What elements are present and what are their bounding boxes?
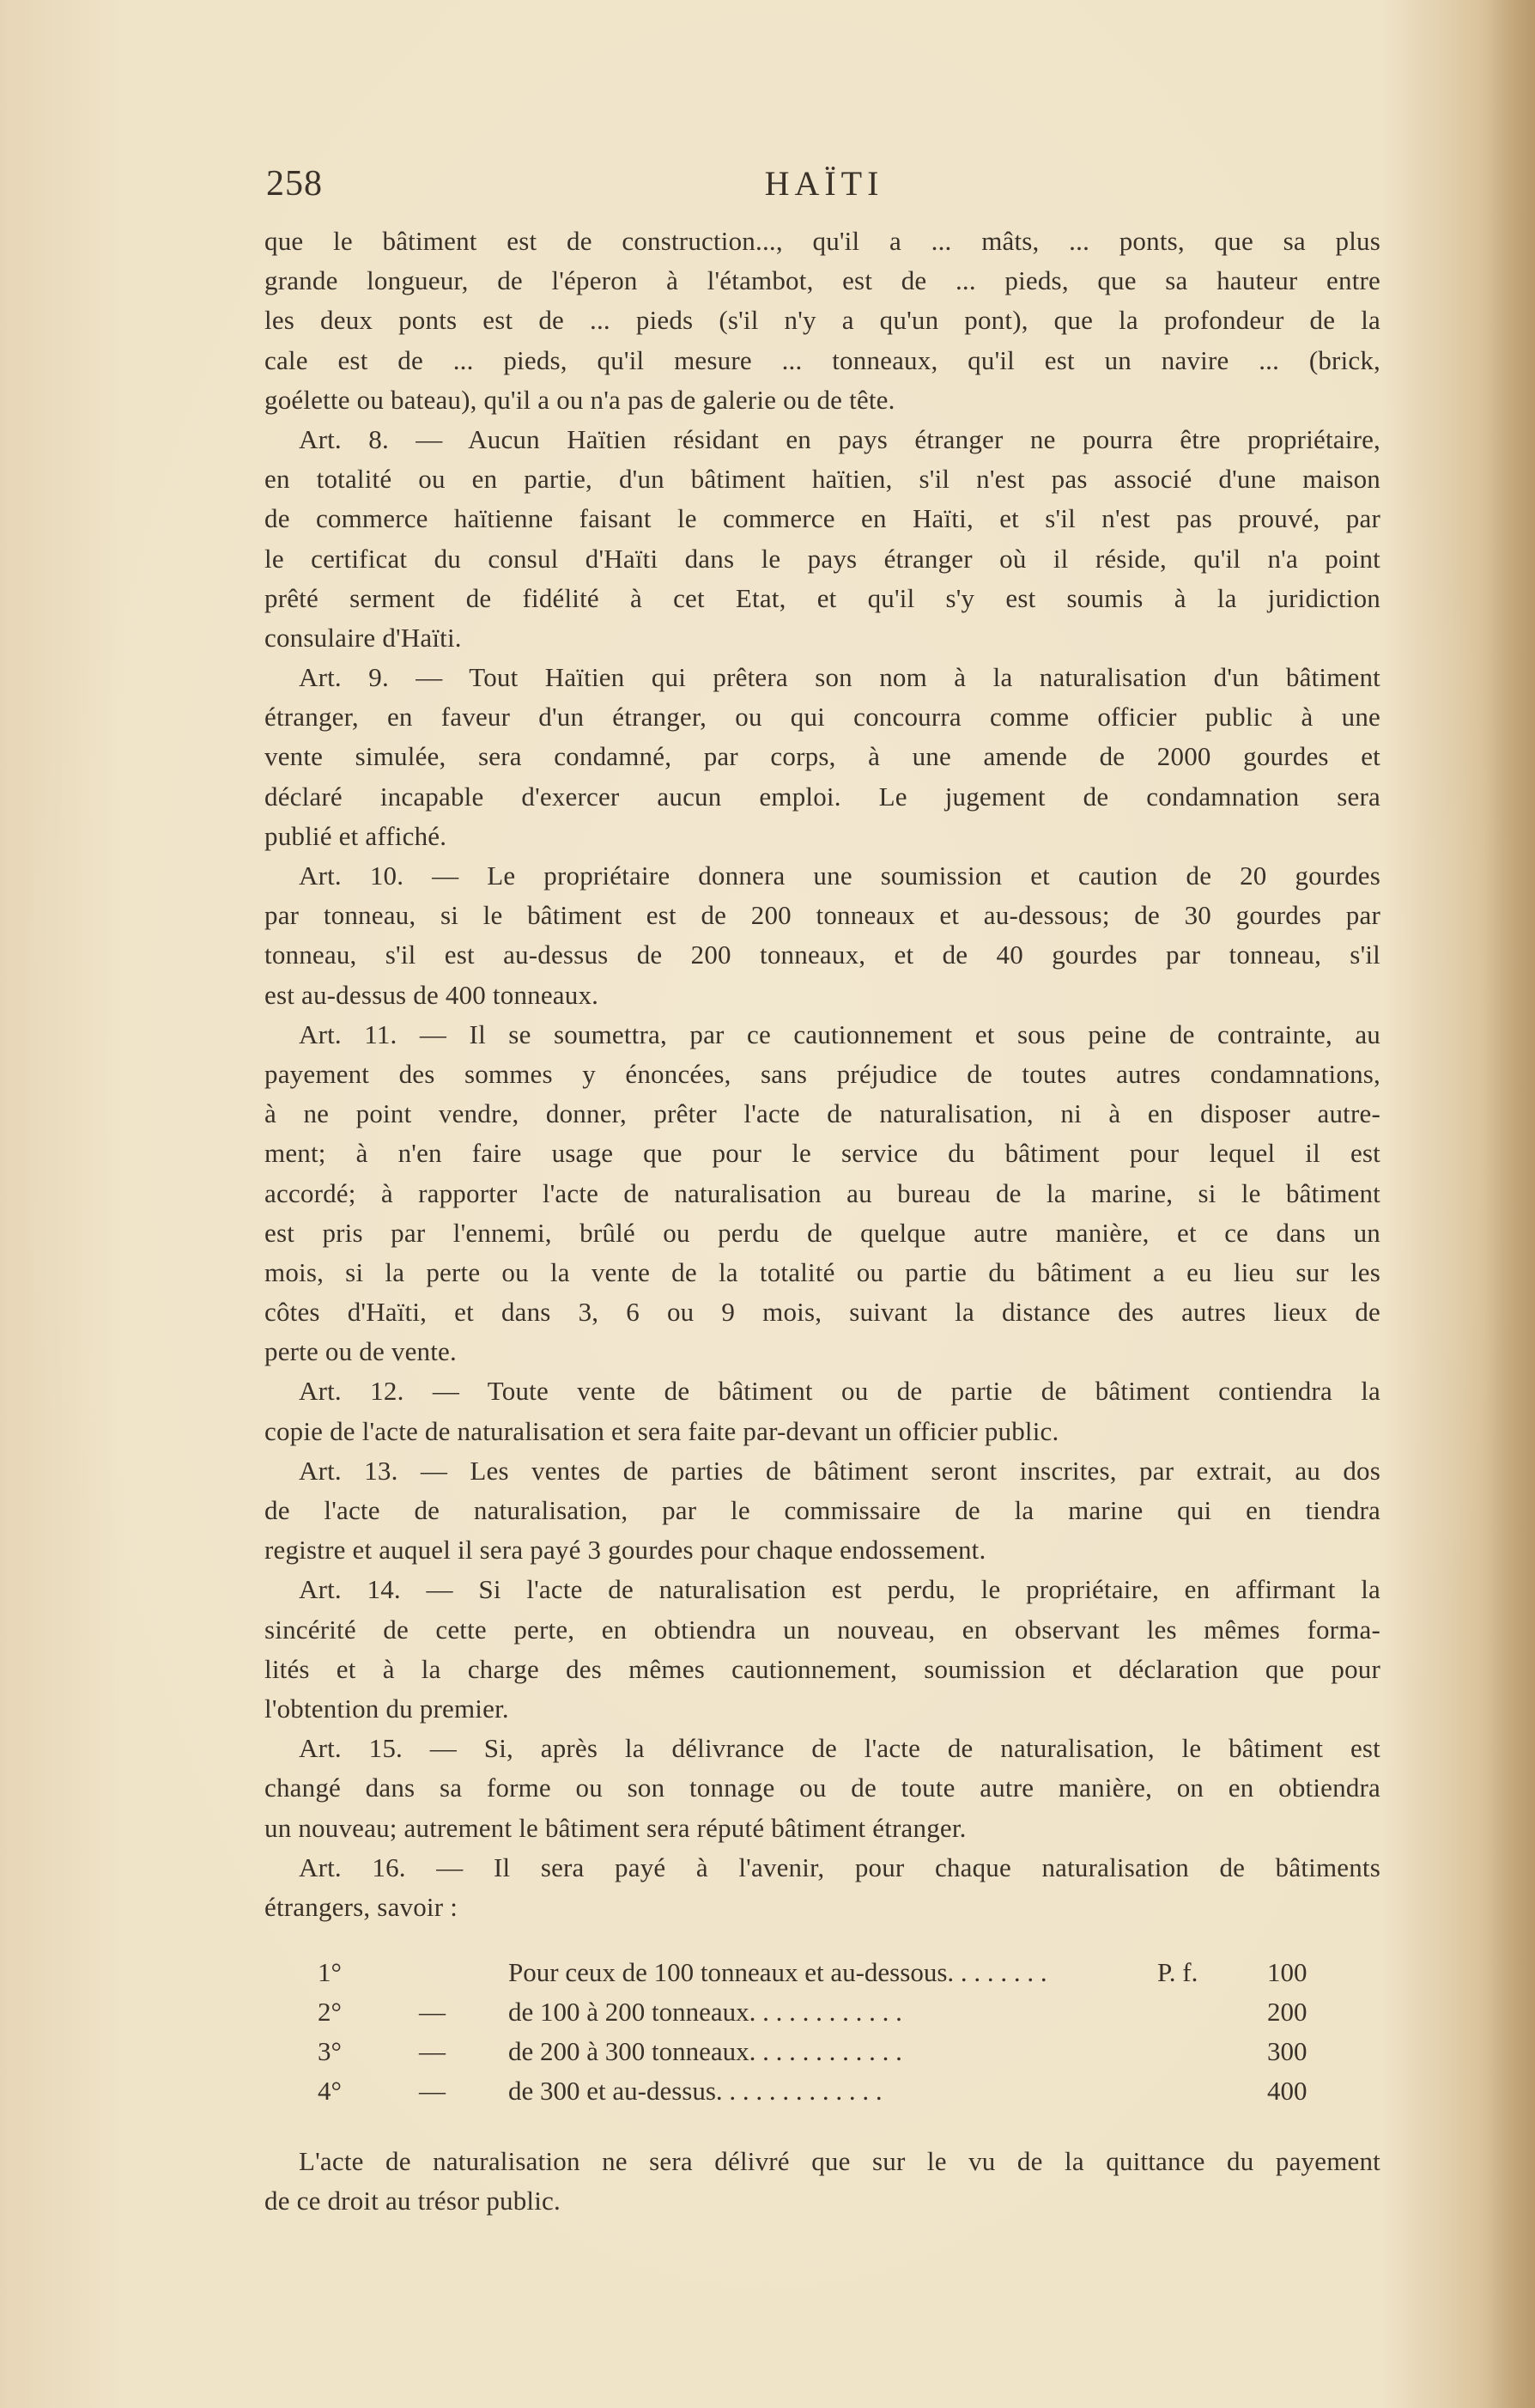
text-line: consulaire d'Haïti. [264,622,462,653]
tarif-dash: — [419,2036,446,2067]
text-line: en totalité ou en partie, d'un bâtiment haïtien, s'il n'est pas associé d'une maison [264,464,1380,495]
text-line: ment; à n'en faire usage que pour le service du bâtiment pour lequel il est [264,1138,1380,1169]
text-line: changé dans sa forme ou son tonnage ou de toute autre manière, on en obtiendra [264,1773,1380,1803]
text-line: vente simulée, sera condamné, par corps, à une amende de 2000 gourdes et [264,741,1380,772]
tarif-ordinal: 4° [318,2076,342,2107]
tarif-description: Pour ceux de 100 tonneaux et au-dessous. . . . . . . . [508,1957,1047,1988]
tarif-row [264,2071,1380,2111]
text-line: copie de l'acte de naturalisation et sera faite par-devant un officier public. [264,1415,1059,1446]
tarif-description: de 300 et au-dessus. . . . . . . . . . . . . [508,2076,883,2107]
page-text [264,222,1380,2221]
tarif-value: 400 [1267,2076,1307,2107]
running-head: HAÏTI [764,164,884,203]
text-line: de commerce haïtienne faisant le commerce en Haïti, et s'il n'est pas prouvé, par [264,503,1380,534]
text-line: est au-dessus de 400 tonneaux. [264,979,599,1010]
text-line: à ne point vendre, donner, prêter l'acte de naturalisation, ni à en disposer autre- [264,1098,1380,1129]
tarif-ordinal: 1° [318,1957,342,1988]
tarif-table [264,1953,1380,2111]
text-line: par tonneau, si le bâtiment est de 200 tonneaux et au-dessous; de 30 gourdes par [264,900,1380,931]
text-line: étranger, en faveur d'un étranger, ou qui concourra comme officier public à une [264,702,1380,733]
text-line: Art. 11. — Il se soumettra, par ce cautionnement et sous peine de contrainte, au [299,1019,1380,1049]
tarif-value: 300 [1267,2036,1307,2067]
text-line: Art. 13. — Les ventes de parties de bâtiment seront inscrites, par extrait, au dos [299,1455,1380,1486]
tarif-dash: — [419,2076,446,2107]
text-line: Art. 12. — Toute vente de bâtiment ou de partie de bâtiment contiendra la [299,1376,1380,1407]
table-spacer [264,1927,1380,1953]
text-line: cale est de ... pieds, qu'il mesure ... tonneaux, qu'il est un navire ... (brick, [264,344,1380,375]
text-line: Art. 15. — Si, après la délivrance de l'acte de naturalisation, le bâtiment est [299,1733,1380,1764]
page-header [266,163,1382,215]
text-line: prêté serment de fidélité à cet Etat, et qu'il s'y est soumis à la juridiction [264,582,1380,613]
tarif-dash: — [419,1997,446,2028]
text-line: le certificat du consul d'Haïti dans le pays étranger où il réside, qu'il n'a point [264,543,1380,574]
text-line: déclaré incapable d'exercer aucun emploi. Le jugement de condamnation sera [264,781,1380,812]
tarif-description: de 100 à 200 tonneaux. . . . . . . . . . . . [508,1997,902,2028]
tarif-row [264,1953,1380,1992]
text-line: Art. 10. — Le propriétaire donnera une soumission et caution de 20 gourdes [299,860,1380,891]
text-line: étrangers, savoir : [264,1891,458,1922]
tarif-unit: P. f. [1157,1957,1198,1988]
closing-paragraph [264,2142,1380,2221]
text-line: perte ou de vente. [264,1336,457,1367]
text-line: sincérité de cette perte, en obtiendra un nouveau, en observant les mêmes forma- [264,1614,1380,1645]
tarif-row [264,2032,1380,2071]
text-line: accordé; à rapporter l'acte de naturalisation au bureau de la marine, si le bâtiment [264,1177,1380,1208]
text-line: lités et à la charge des mêmes cautionnement, soumission et déclaration que pour [264,1653,1380,1684]
text-line: payement des sommes y énoncées, sans préjudice de toutes autres condamnations, [264,1058,1380,1089]
tarif-row [264,1992,1380,2032]
text-line: que le bâtiment est de construction..., qu'il a ... mâts, ... ponts, que sa plus [264,226,1380,256]
text-line: Art. 8. — Aucun Haïtien résidant en pays étranger ne pourra être propriétaire, [299,423,1380,454]
page-edge-shadow [1483,0,1535,2408]
text-line: les deux ponts est de ... pieds (s'il n'y a qu'un pont), que la profondeur de la [264,305,1380,336]
tarif-description: de 200 à 300 tonneaux. . . . . . . . . . . . [508,2036,902,2067]
text-line: Art. 14. — Si l'acte de naturalisation est perdu, le propriétaire, en affirmant la [299,1574,1380,1605]
text-line: mois, si la perte ou la vente de la totalité ou partie du bâtiment a eu lieu sur les [264,1256,1380,1287]
text-line: tonneau, s'il est au-dessus de 200 tonneaux, et de 40 gourdes par tonneau, s'il [264,939,1380,970]
text-line: Art. 9. — Tout Haïtien qui prêtera son nom à la naturalisation d'un bâtiment [299,662,1380,693]
text-line: de ce droit au trésor public. [264,2186,561,2216]
text-line: goélette ou bateau), qu'il a ou n'a pas de galerie ou de tête. [264,384,895,415]
tarif-ordinal: 3° [318,2036,342,2067]
tarif-value: 100 [1267,1957,1307,1988]
text-line: publié et affiché. [264,820,447,851]
page-number: 258 [266,164,323,204]
text-line: de l'acte de naturalisation, par le commissaire de la marine qui en tiendra [264,1495,1380,1525]
text-line: est pris par l'ennemi, brûlé ou perdu de quelque autre manière, et ce dans un [264,1217,1380,1248]
body-paragraphs [264,222,1380,1927]
text-line: grande longueur, de l'éperon à l'étambot, est de ... pieds, que sa hauteur entre [264,265,1380,296]
text-line: registre et auquel il sera payé 3 gourdes pour chaque endossement. [264,1535,986,1566]
text-line: un nouveau; autrement le bâtiment sera réputé bâtiment étranger. [264,1812,967,1843]
closing-spacer [264,2111,1380,2142]
text-line: L'acte de naturalisation ne sera délivré que sur le vu de la quittance du payement [299,2146,1380,2177]
text-line: Art. 16. — Il sera payé à l'avenir, pour chaque naturalisation de bâtiments [299,1852,1380,1882]
tarif-value: 200 [1267,1997,1307,2028]
text-line: côtes d'Haïti, et dans 3, 6 ou 9 mois, suivant la distance des autres lieux de [264,1297,1380,1328]
text-line: l'obtention du premier. [264,1693,509,1724]
tarif-ordinal: 2° [318,1997,342,2028]
